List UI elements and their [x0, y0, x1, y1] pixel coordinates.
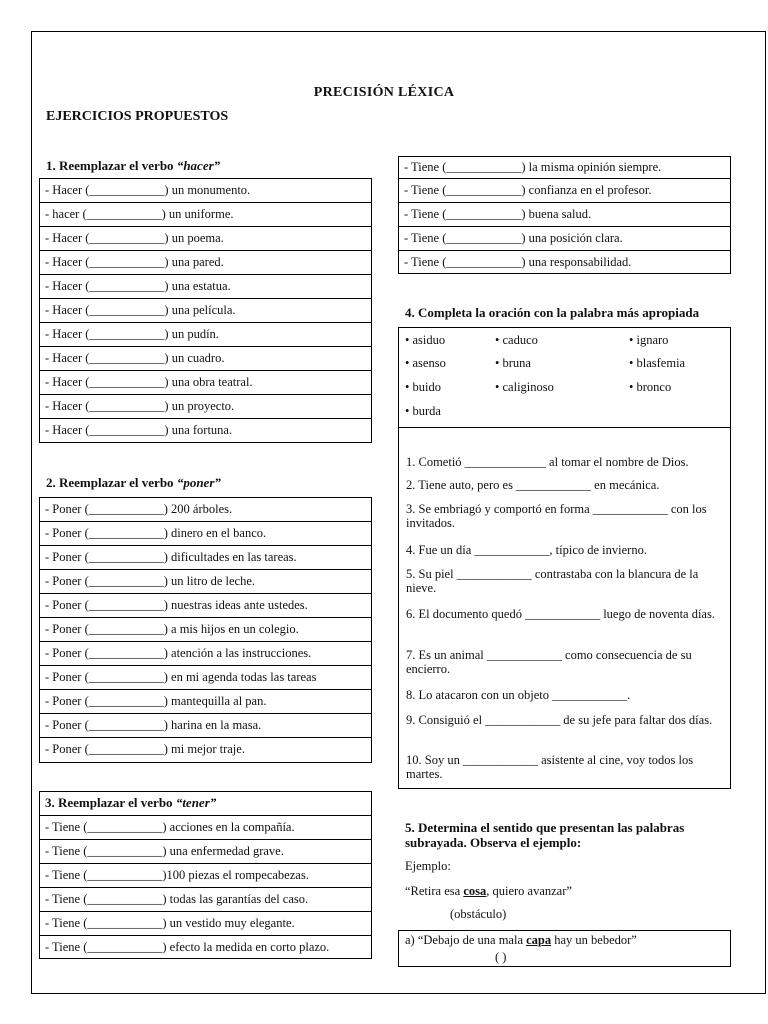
- section-4-box: [398, 327, 731, 789]
- list-item: - Hacer (____________) un poema.: [40, 227, 371, 251]
- list-item: - Hacer (____________) un monumento.: [40, 179, 371, 203]
- section-1-heading: 1. Reemplazar el verbo “hacer”: [46, 158, 221, 173]
- list-item: - Tiene (____________) acciones en la compañía.: [40, 816, 371, 840]
- page-subtitle: EJERCICIOS PROPUESTOS: [46, 109, 229, 124]
- section-2-box: [39, 497, 372, 763]
- sentence: 8. Lo atacaron con un objeto ____________.: [406, 688, 631, 702]
- list-item: - Hacer (____________) una pared.: [40, 251, 371, 275]
- list-item: - Poner (____________) a mis hijos en un colegio.: [40, 618, 371, 642]
- list-item: - Poner (____________) atención a las instrucciones.: [40, 642, 371, 666]
- section-5-item-box: [398, 930, 731, 967]
- list-item: - Tiene (____________) un vestido muy elegante.: [40, 912, 371, 936]
- word-option: • buido: [405, 380, 441, 394]
- item-a-sentence: a) “Debajo de una mala capa hay un bebedor”: [405, 933, 637, 947]
- section-3-heading: 3. Reemplazar el verbo “tener”: [40, 792, 371, 816]
- list-item: - Tiene (____________) una responsabilidad.: [404, 255, 632, 269]
- list-item: - Poner (____________) nuestras ideas ante ustedes.: [40, 594, 371, 618]
- list-item: - Poner (____________) dificultades en las tareas.: [40, 546, 371, 570]
- word-option: • asenso: [405, 356, 446, 370]
- sentence: 10. Soy un ____________ asistente al cine, voy todos los martes.: [406, 753, 694, 781]
- example-answer: (obstáculo): [450, 907, 507, 921]
- example-sentence: “Retira esa cosa, quiero avanzar”: [405, 884, 572, 898]
- sentence: 6. El documento quedó ____________ luego de noventa días.: [406, 607, 715, 621]
- list-item: - Hacer (____________) un pudín.: [40, 323, 371, 347]
- list-item: - Poner (____________) mi mejor traje.: [45, 742, 245, 756]
- list-item: - Poner (____________) harina en la masa.: [40, 714, 371, 738]
- section-3-box: [39, 791, 372, 959]
- list-item: - Poner (____________) un litro de leche.: [40, 570, 371, 594]
- list-item: - Poner (____________) 200 árboles.: [40, 498, 371, 522]
- list-item: - Hacer (____________) un cuadro.: [40, 347, 371, 371]
- list-item: - Tiene (____________) buena salud.: [399, 203, 730, 227]
- word-option: • asiduo: [405, 333, 446, 347]
- sentence: 4. Fue un día ____________, típico de invierno.: [406, 543, 647, 557]
- word-option: • ignaro: [629, 333, 669, 347]
- list-item: - Tiene (____________) confianza en el profesor.: [399, 179, 730, 203]
- list-item: - Hacer (____________) una estatua.: [40, 275, 371, 299]
- list-item: - Tiene (____________) la misma opinión siempre.: [399, 157, 730, 179]
- sentence: 5. Su piel ____________ contrastaba con la blancura de la nieve.: [406, 567, 699, 595]
- list-item: - Hacer (____________) un proyecto.: [40, 395, 371, 419]
- sentence: 7. Es un animal ____________ como consecuencia de su encierro.: [406, 648, 692, 676]
- list-item: - hacer (____________) un uniforme.: [40, 203, 371, 227]
- word-option: • bruna: [495, 356, 531, 370]
- sentence: 1. Cometió _____________ al tomar el nombre de Dios.: [406, 455, 689, 469]
- section-4-heading: 4. Completa la oración con la palabra más apropiada: [405, 305, 700, 320]
- list-item: - Tiene (____________)100 piezas el rompecabezas.: [40, 864, 371, 888]
- list-item: - Tiene (____________) todas las garantías del caso.: [40, 888, 371, 912]
- list-item: - Tiene (____________) efecto la medida en corto plazo.: [45, 940, 330, 954]
- sentence: 2. Tiene auto, pero es ____________ en mecánica.: [406, 478, 660, 492]
- divider: [399, 427, 730, 428]
- word-option: • caduco: [495, 333, 538, 347]
- word-option: • blasfemia: [629, 356, 686, 370]
- word-option: • bronco: [629, 380, 672, 394]
- list-item: - Poner (____________) dinero en el banco.: [40, 522, 371, 546]
- list-item: - Poner (____________) en mi agenda todas las tareas: [40, 666, 371, 690]
- section-3-continued-box: [398, 156, 731, 274]
- section-1-box: [39, 178, 372, 443]
- word-option: • burda: [405, 404, 441, 418]
- list-item: - Hacer (____________) una fortuna.: [45, 423, 233, 437]
- list-item: - Hacer (____________) una película.: [40, 299, 371, 323]
- list-item: - Tiene (____________) una posición clara.: [399, 227, 730, 251]
- sentence: 9. Consiguió el ____________ de su jefe para faltar dos días.: [406, 713, 713, 727]
- item-a-answer-blank[interactable]: ( ): [495, 950, 507, 964]
- section-5-heading: 5. Determina el sentido que presentan las palabras subrayada. Observa el ejemplo:: [405, 820, 685, 850]
- list-item: - Poner (____________) mantequilla al pan.: [40, 690, 371, 714]
- section-2-heading: 2. Reemplazar el verbo “poner”: [46, 475, 221, 490]
- word-option: • caliginoso: [495, 380, 554, 394]
- example-label: Ejemplo:: [405, 859, 451, 873]
- list-item: - Tiene (____________) una enfermedad grave.: [40, 840, 371, 864]
- page-title: PRECISIÓN LÉXICA: [313, 85, 455, 100]
- list-item: - Hacer (____________) una obra teatral.: [40, 371, 371, 395]
- sentence: 3. Se embriagó y comportó en forma ____________ con los invitados.: [406, 502, 707, 530]
